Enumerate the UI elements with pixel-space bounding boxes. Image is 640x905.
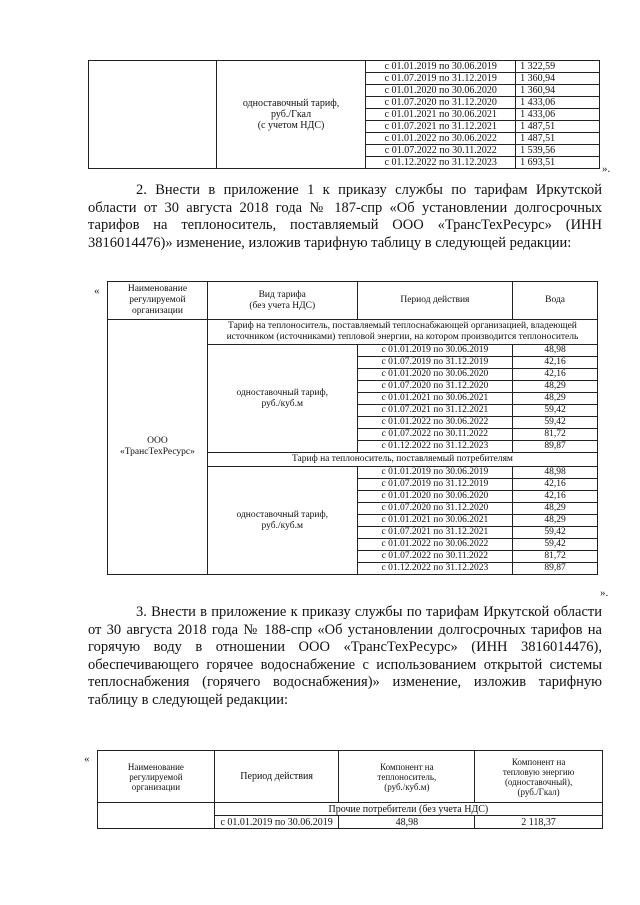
period-cell: с 01.07.2020 по 31.12.2020 (357, 381, 513, 393)
value-cell: 1 322,59 (516, 61, 600, 73)
header-component-heat-energy: Компонент на тепловую энергию (одноставочный), (руб./Гкал) (475, 751, 603, 803)
period-cell: с 01.01.2022 по 30.06.2022 (357, 417, 513, 429)
header-tariff: Вид тарифа (без учета НДС) (207, 282, 357, 320)
period-cell: с 01.01.2019 по 30.06.2019 (366, 61, 516, 73)
tariff-type-cell: одноставочный тариф, руб./Гкал (с учетом НДС) (216, 61, 366, 169)
open-quote-2: « (94, 285, 100, 297)
value-cell: 1 360,94 (516, 73, 600, 85)
org-name-cell: ООО «ТрансТехРесурс» (108, 320, 208, 575)
value-cell: 59,42 (513, 527, 598, 539)
period-cell: с 01.12.2022 по 31.12.2023 (357, 441, 513, 453)
value-cell: 48,29 (513, 381, 598, 393)
period-cell: с 01.01.2019 по 30.06.2019 (214, 816, 339, 829)
period-cell: с 01.01.2021 по 30.06.2021 (366, 109, 516, 121)
value-cell: 42,16 (513, 479, 598, 491)
tariff-type-cell: одноставочный тариф, руб./куб.м (207, 467, 357, 575)
value-cell: 81,72 (513, 429, 598, 441)
period-cell: с 01.07.2019 по 31.12.2019 (366, 73, 516, 85)
header-component-heat-carrier: Компонент на теплоноситель, (руб./куб.м) (339, 751, 475, 803)
value-cell: 89,87 (513, 441, 598, 453)
period-cell: с 01.01.2020 по 30.06.2020 (357, 369, 513, 381)
value-cell: 48,98 (339, 816, 475, 829)
close-quote-2: ». (600, 587, 609, 599)
section-title: Тариф на теплоноситель, поставляемый потребителям (207, 453, 597, 467)
period-cell: с 01.07.2022 по 30.11.2022 (357, 429, 513, 441)
paragraph-3: 3. Внести в приложение к приказу службы по тарифам Иркутской области от 30 августа 2018 года № 188-спр «Об установлении долгосрочных тарифов на горячую воду в отношении ООО «ТрансТехРесурс» (ИНН 3816014476), обеспечивающего горячее водоснабжение с использованием открытой системы теплоснабжения (горячего водоснабжения)» изменение, изложив тарифную таблицу в следующей редакции: (88, 604, 602, 708)
value-cell: 59,42 (513, 405, 598, 417)
value-cell: 59,42 (513, 539, 598, 551)
value-cell: 89,87 (513, 563, 598, 575)
value-cell: 42,16 (513, 369, 598, 381)
period-cell: с 01.01.2020 по 30.06.2020 (366, 85, 516, 97)
value-cell: 42,16 (513, 357, 598, 369)
period-cell: с 01.01.2020 по 30.06.2020 (357, 491, 513, 503)
header-water: Вода (513, 282, 598, 320)
period-cell: с 01.07.2019 по 31.12.2019 (357, 479, 513, 491)
org-cell (89, 61, 217, 169)
tariff-type-cell: одноставочный тариф, руб./куб.м (207, 345, 357, 453)
period-cell: с 01.01.2019 по 30.06.2019 (357, 345, 513, 357)
value-cell: 48,98 (513, 345, 598, 357)
value-cell: 48,29 (513, 503, 598, 515)
value-cell: 1 487,51 (516, 133, 600, 145)
period-cell: с 01.07.2020 по 31.12.2020 (357, 503, 513, 515)
value-cell: 1 360,94 (516, 85, 600, 97)
value-cell: 48,29 (513, 515, 598, 527)
period-cell: с 01.01.2021 по 30.06.2021 (357, 393, 513, 405)
open-quote-3: « (84, 753, 90, 765)
org-cell (98, 803, 215, 829)
close-quote-1: ». (602, 163, 611, 175)
tariff-table-water (107, 281, 598, 575)
tariff-table-hot-water (97, 750, 603, 829)
section-title: Тариф на теплоноситель, поставляемый теплоснабжающей организацией, владеющей источником (источниками) тепловой энергии, на котором производится теплоноситель (207, 320, 597, 345)
period-cell: с 01.07.2020 по 31.12.2020 (366, 97, 516, 109)
period-cell: с 01.07.2022 по 30.11.2022 (357, 551, 513, 563)
period-cell: с 01.12.2022 по 31.12.2023 (366, 157, 516, 169)
header-period: Период действия (214, 751, 339, 803)
value-cell: 42,16 (513, 491, 598, 503)
value-cell: 59,42 (513, 417, 598, 429)
period-cell: с 01.07.2021 по 31.12.2021 (366, 121, 516, 133)
header-org: Наименование регулируемой организации (98, 751, 215, 803)
period-cell: с 01.01.2019 по 30.06.2019 (357, 467, 513, 479)
value-cell: 1 433,06 (516, 97, 600, 109)
value-cell: 2 118,37 (475, 816, 603, 829)
paragraph-2: 2. Внести в приложение 1 к приказу службы по тарифам Иркутской области от 30 августа 2018 года № 187-спр «Об установлении долгосрочных тарифов на теплоноситель, поставляемый ООО «ТрансТехРесурс» (ИНН 3816014476)» изменение, изложив тарифную таблицу в следующей редакции: (88, 182, 602, 251)
period-cell: с 01.07.2019 по 31.12.2019 (357, 357, 513, 369)
period-cell: с 01.07.2021 по 31.12.2021 (357, 405, 513, 417)
value-cell: 1 539,56 (516, 145, 600, 157)
value-cell: 48,29 (513, 393, 598, 405)
value-cell: 48,98 (513, 467, 598, 479)
header-org: Наименование регулируемой организации (108, 282, 208, 320)
value-cell: 1 487,51 (516, 121, 600, 133)
section-row (108, 320, 598, 345)
period-cell: с 01.01.2021 по 30.06.2021 (357, 515, 513, 527)
value-cell: 81,72 (513, 551, 598, 563)
period-cell: с 01.01.2022 по 30.06.2022 (357, 539, 513, 551)
value-cell: 1 693,51 (516, 157, 600, 169)
tariff-table-heat (88, 60, 600, 169)
section-title: Прочие потребители (без учета НДС) (214, 803, 602, 816)
table-row (89, 61, 600, 73)
period-cell: с 01.12.2022 по 31.12.2023 (357, 563, 513, 575)
period-cell: с 01.07.2022 по 30.11.2022 (366, 145, 516, 157)
value-cell: 1 433,06 (516, 109, 600, 121)
period-cell: с 01.07.2021 по 31.12.2021 (357, 527, 513, 539)
header-period: Период действия (357, 282, 513, 320)
period-cell: с 01.01.2022 по 30.06.2022 (366, 133, 516, 145)
